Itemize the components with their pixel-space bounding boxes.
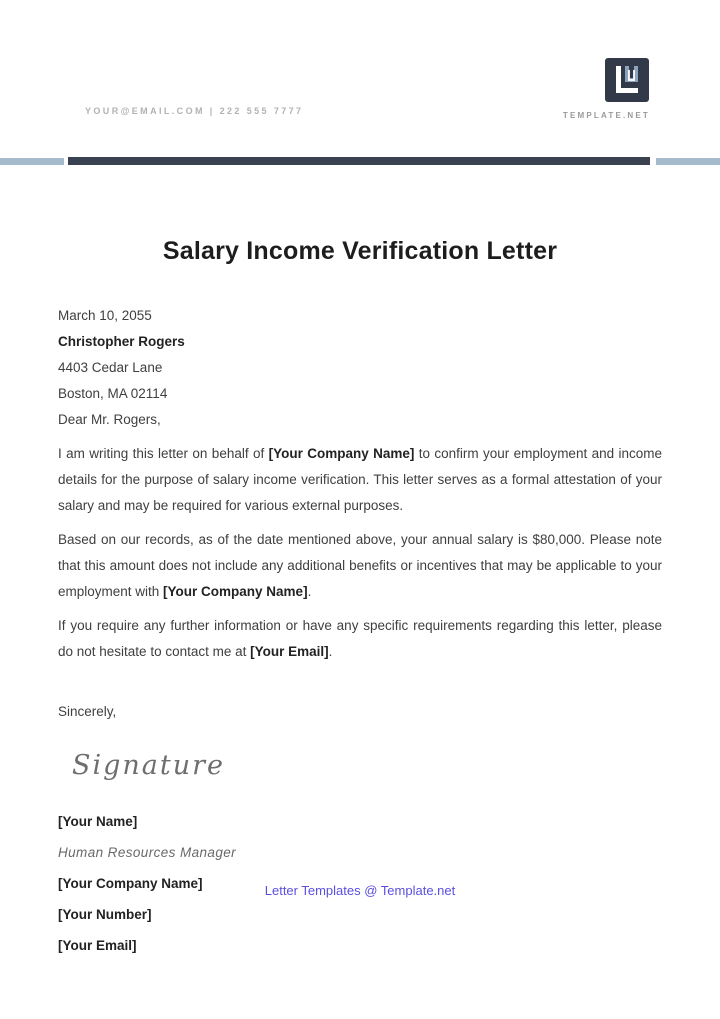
footer [0, 882, 720, 900]
recipient-name: Christopher Rogers [58, 334, 185, 349]
signer-job-title: Human Resources Manager [58, 845, 237, 860]
email-placeholder: [Your Email] [250, 644, 329, 659]
paragraph-3 [58, 613, 662, 665]
header-divider [0, 156, 720, 166]
paragraph-3-text-cont: . [328, 644, 333, 659]
page-title: Salary Income Verification Letter [162, 237, 558, 265]
recipient-address-1: 4403 Cedar Lane [58, 360, 163, 375]
signer-email: [Your Email] [58, 938, 137, 953]
divider-right-accent [656, 158, 720, 165]
divider-left-accent [0, 158, 64, 165]
paragraph-1-text-cont: to confirm your employment and income details for the purpose of salary income verification. This letter serves as a formal attestation of your salary and may be required for various external purposes. [58, 446, 662, 513]
paragraph-3-text: If you require any further information or have any specific requirements regarding this letter, please do not hesitate to contact me at [58, 618, 662, 659]
paragraph-2 [58, 527, 662, 605]
templatenet-logo-icon [605, 58, 649, 102]
letter-date: March 10, 2055 [58, 308, 152, 323]
paragraph-2-text: Based on our records, as of the date mentioned above, your annual salary is $80,000. Please note that this amount does not include any additional benefits or incentives that may be applicable to your employment with [58, 532, 662, 599]
brand-name: TEMPLATE.NET [562, 111, 650, 120]
signer-company: [Your Company Name] [58, 876, 203, 891]
closing-salutation: Sincerely, [58, 704, 117, 719]
recipient-address-2: Boston, MA 02114 [58, 386, 168, 401]
company-name-placeholder: [Your Company Name] [163, 584, 308, 599]
signer-name: [Your Name] [58, 814, 138, 829]
paragraph-1 [58, 441, 662, 519]
paragraph-1-text: I am writing this letter on behalf of [58, 446, 269, 461]
footer-link[interactable]: Letter Templates @ Template.net [264, 883, 456, 898]
company-name-placeholder: [Your Company Name] [268, 446, 415, 461]
signature-image: Signature [72, 750, 226, 781]
signer-number: [Your Number] [58, 907, 152, 922]
letter-body [58, 166, 662, 964]
paragraph-2-text-cont: . [307, 584, 312, 599]
brand-block [563, 58, 650, 120]
divider-main-bar [68, 157, 650, 165]
contact-info: YOUR@EMAIL.COM | 222 555 7777 [85, 106, 304, 116]
salutation: Dear Mr. Rogers, [58, 412, 161, 427]
